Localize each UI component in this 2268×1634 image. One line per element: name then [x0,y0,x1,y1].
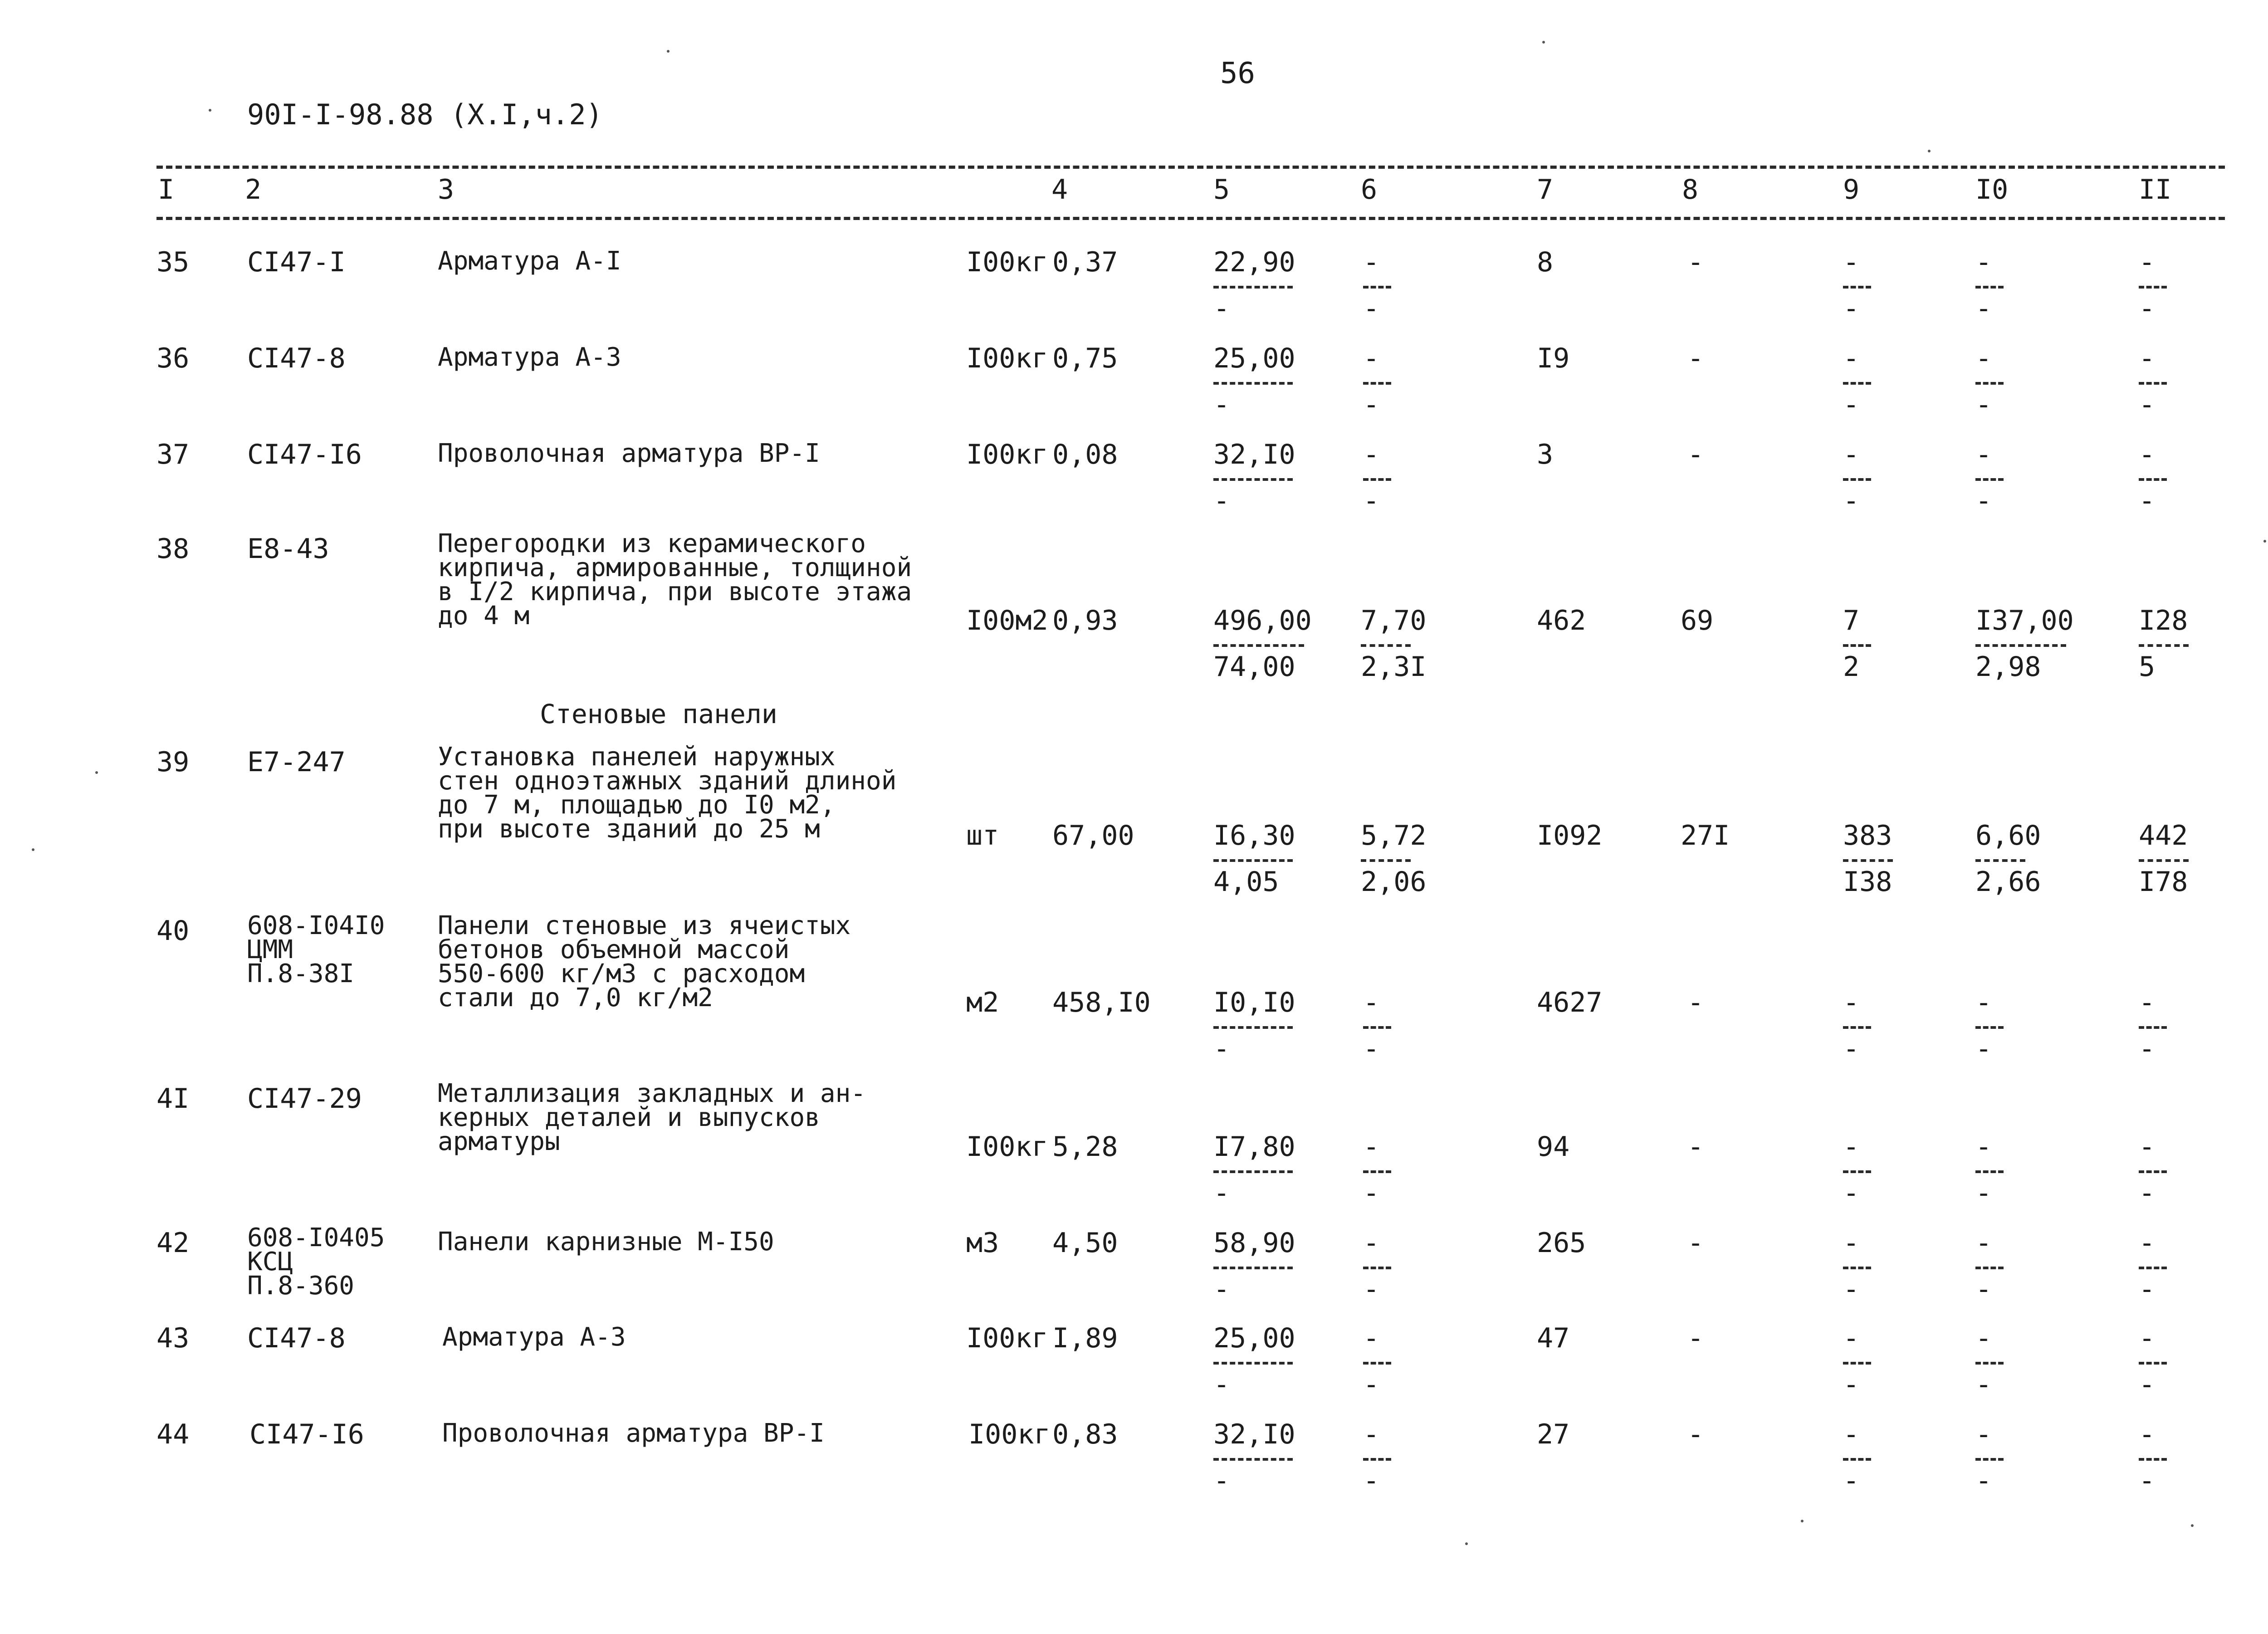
fraction-bar [1213,382,1293,385]
row-code: 608-I04I0 ЦММ П.8-38I [247,911,385,988]
col9-top: - [1843,1419,1860,1450]
fraction-bar [1213,644,1304,647]
col5-top: I6,30 [1213,820,1295,851]
col8-value: - [1687,1322,1704,1354]
fraction-bar [1213,1362,1293,1365]
fraction-bar [2139,1458,2167,1461]
fraction-bar [1213,1267,1293,1269]
col5-fraction [1213,342,1295,421]
fraction-bar [1363,1170,1391,1173]
row-quantity: 0,75 [1052,342,1118,374]
col8-value: - [1687,1131,1704,1163]
column-header-10: I0 [1975,174,2009,205]
col6-fraction [1361,820,1427,898]
row-name: Панели стеновые из ячеистых бетонов объемной массой 550-600 кг/м3 с расходом стали до 7,0 кг/м2 [438,911,851,1013]
row-number: 4I [156,1083,190,1115]
row-number: 36 [156,342,190,374]
row-quantity: 0,37 [1052,246,1118,278]
fraction-bar [1843,1458,1871,1461]
fraction-bar [2139,1267,2167,1269]
col11-fraction [2139,1419,2167,1497]
col11-top: - [2139,246,2156,278]
col9-fraction [1843,439,1871,517]
row-quantity: 0,08 [1052,439,1118,470]
col5-top: 58,90 [1213,1227,1295,1259]
row-code: CI47-I6 [247,439,362,470]
col9-top: - [1843,342,1860,374]
fraction-bar [1213,478,1293,481]
row-code: CI47-8 [247,342,346,374]
row-unit: шт [966,820,999,851]
col11-fraction [2139,439,2167,517]
column-header-2: 2 [245,174,262,205]
fraction-bar [1843,478,1871,481]
column-header-8: 8 [1682,174,1699,205]
col5-fraction [1213,820,1295,898]
col11-bottom: - [2139,1369,2156,1400]
col9-fraction [1843,342,1871,421]
row-number: 44 [156,1419,190,1450]
row-name: Перегородки из керамического кирпича, армированные, толщиной в I/2 кирпича, при высоте этажа до 4 м [438,529,912,631]
fraction-bar [1363,1267,1391,1269]
fraction-bar [1843,382,1871,385]
col9-bottom: - [1843,293,1860,324]
col9-top: - [1843,1227,1860,1259]
col11-fraction [2139,1229,2167,1303]
col6-bottom: - [1363,1369,1380,1400]
row-unit: I00кг [966,1322,1048,1354]
row-quantity: 4,50 [1052,1227,1118,1259]
col6-bottom: - [1363,1177,1380,1209]
row-quantity: 458,I0 [1052,987,1151,1018]
col11-fraction [2139,820,2189,898]
col6-bottom: - [1363,1465,1380,1497]
col8-value: 69 [1681,605,1714,636]
col5-fraction [1213,1419,1295,1497]
fraction-bar [2139,859,2189,862]
scan-speck [2263,540,2266,543]
col6-top: - [1363,439,1380,470]
col10-fraction [1975,439,2004,517]
col7-value: 8 [1537,246,1554,278]
col9-bottom: - [1843,1177,1860,1209]
row-number: 37 [156,439,190,470]
row-quantity: 0,83 [1052,1419,1118,1450]
row-name: Установка панелей наружных стен одноэтажных зданий длиной до 7 м, площадью до I0 м2, при высоте зданий до 25 м [438,742,897,844]
col10-fraction [1975,342,2004,421]
col9-bottom: I38 [1843,866,1892,898]
fraction-bar [2139,382,2167,385]
fraction-bar [1363,286,1391,289]
row-number: 35 [156,246,190,278]
fraction-bar [1213,859,1293,862]
header-rule-bottom [156,217,2225,220]
scan-speck [1801,1520,1804,1522]
col10-top: - [1975,1131,1992,1163]
col6-top: 5,72 [1361,820,1427,851]
col11-bottom: - [2139,1033,2156,1065]
row-number: 43 [156,1322,190,1354]
col11-bottom: - [2139,389,2156,421]
col11-top: - [2139,1227,2156,1259]
col5-bottom: 4,05 [1213,866,1279,898]
col6-top: 7,70 [1361,605,1427,636]
col5-fraction [1213,246,1295,324]
col11-bottom: I78 [2139,866,2188,898]
col10-bottom: - [1975,1273,1992,1305]
column-header-3: 3 [438,174,455,205]
col8-value: - [1687,987,1704,1018]
scan-speck [1465,1542,1468,1545]
col10-bottom: - [1975,1177,1992,1209]
scan-speck [1542,41,1545,44]
col10-top: 6,60 [1975,820,2041,851]
fraction-bar [1843,859,1893,862]
col6-bottom: - [1363,1273,1380,1305]
column-header-7: 7 [1537,174,1554,205]
col5-top: I0,I0 [1213,987,1295,1018]
col10-top: - [1975,439,1992,470]
row-code: E7-247 [247,746,346,778]
col10-bottom: 2,98 [1975,651,2041,683]
scan-speck [1928,150,1931,152]
col5-bottom: - [1213,293,1230,324]
col10-fraction [1975,1419,2004,1497]
col10-fraction [1975,987,2004,1065]
fraction-bar [1843,1267,1871,1269]
col9-top: - [1843,439,1860,470]
col11-bottom: - [2139,1465,2156,1497]
col5-bottom: 74,00 [1213,651,1295,683]
row-code: CI47-8 [247,1322,346,1354]
row-name: Арматура А-I [438,246,621,276]
col11-bottom: - [2139,485,2156,517]
col9-top: - [1843,1322,1860,1354]
col11-fraction [2139,246,2167,324]
col6-bottom: 2,06 [1361,866,1427,898]
fraction-bar [1975,859,2025,862]
scan-speck [667,50,670,53]
scan-speck [209,109,211,112]
col10-bottom: - [1975,1033,1992,1065]
col10-bottom: - [1975,1465,1992,1497]
col10-bottom: - [1975,389,1992,421]
fraction-bar [1363,1026,1391,1029]
scan-speck [32,848,34,851]
fraction-bar [2139,1170,2167,1173]
col5-fraction [1213,1322,1295,1400]
row-unit: I00кг [966,1131,1048,1163]
col9-fraction [1843,1229,1871,1303]
col10-fraction [1975,1322,2004,1400]
row-quantity: 67,00 [1052,820,1134,851]
fraction-bar [1843,1170,1871,1173]
fraction-bar [1213,1458,1293,1461]
col9-fraction [1843,1419,1871,1497]
row-quantity: 5,28 [1052,1131,1118,1163]
col10-top: I37,00 [1975,605,2074,636]
col5-top: 496,00 [1213,605,1312,636]
col9-bottom: - [1843,1033,1860,1065]
fraction-bar [1975,1362,2004,1365]
row-unit: I00м2 [966,605,1048,636]
row-unit: I00кг [968,1419,1051,1450]
column-header-4: 4 [1051,174,1068,205]
col7-value: I9 [1537,342,1570,374]
col5-top: 25,00 [1213,342,1295,374]
page-number: 56 [1220,57,1256,90]
column-header-9: 9 [1843,174,1860,205]
row-code: 608-I0405 КСЦ П.8-360 [247,1223,385,1301]
row-name: Арматура А-3 [438,342,621,372]
row-unit: I00кг [966,342,1048,374]
col7-value: 94 [1537,1131,1570,1163]
col5-fraction [1213,605,1312,683]
col6-top: - [1363,1419,1380,1450]
col9-fraction [1843,246,1871,324]
row-number: 38 [156,533,190,565]
col10-bottom: - [1975,485,1992,517]
fraction-bar [1361,859,1411,862]
col9-top: - [1843,987,1860,1018]
section-heading: Стеновые панели [540,699,777,729]
col11-fraction [2139,1133,2167,1207]
fraction-bar [2139,644,2189,647]
col5-fraction [1213,439,1295,517]
col10-fraction [1975,820,2041,898]
row-unit: I00кг [966,439,1048,470]
col6-fraction [1363,987,1391,1065]
col6-fraction [1363,1322,1391,1400]
row-name: Металлизация закладных и ан- керных деталей и выпусков арматуры [438,1079,866,1156]
col7-value: 4627 [1537,987,1603,1018]
fraction-bar [1975,478,2004,481]
col6-bottom: - [1363,485,1380,517]
fraction-bar [1843,1362,1871,1365]
col11-fraction [2139,342,2167,421]
col6-bottom: - [1363,293,1380,324]
row-number: 39 [156,746,190,778]
col11-top: - [2139,987,2156,1018]
col7-value: 462 [1537,605,1586,636]
col6-top: - [1363,342,1380,374]
col10-top: - [1975,1322,1992,1354]
col10-fraction [1975,246,2004,324]
col11-bottom: - [2139,1273,2156,1305]
col7-value: 3 [1537,439,1554,470]
fraction-bar [1213,286,1293,289]
document-code: 90I-I-98.88 (X.I,ч.2) [247,98,603,131]
col5-bottom: - [1213,1465,1230,1497]
col5-bottom: - [1213,485,1230,517]
col11-top: - [2139,1419,2156,1450]
fraction-bar [1363,382,1391,385]
fraction-bar [1843,286,1871,289]
col6-top: - [1363,1131,1380,1163]
col8-value: - [1687,1227,1704,1259]
col9-fraction [1843,1322,1871,1400]
row-quantity: 0,93 [1052,605,1118,636]
row-code: CI47-I [247,246,346,278]
fraction-bar [2139,286,2167,289]
row-number: 40 [156,915,190,947]
col5-top: 32,I0 [1213,439,1295,470]
fraction-bar [1975,1026,2004,1029]
col11-top: - [2139,342,2156,374]
col11-bottom: 5 [2139,651,2156,683]
col11-top: - [2139,439,2156,470]
col10-top: - [1975,246,1992,278]
col7-value: 265 [1537,1227,1586,1259]
col10-top: - [1975,1419,1992,1450]
col9-bottom: - [1843,1369,1860,1400]
column-header-11: II [2139,174,2172,205]
col6-bottom: 2,3I [1361,651,1427,683]
row-unit: м2 [966,987,999,1018]
row-name: Проволочная арматура ВР-I [442,1419,825,1448]
col10-bottom: - [1975,293,1992,324]
fraction-bar [1363,1458,1391,1461]
col9-bottom: - [1843,1273,1860,1305]
col10-bottom: - [1975,1369,1992,1400]
col8-value: - [1687,439,1704,470]
col5-bottom: - [1213,389,1230,421]
fraction-bar [1363,1362,1391,1365]
col9-top: 7 [1843,605,1860,636]
col8-value: 27I [1681,820,1730,851]
col6-fraction [1363,342,1391,421]
col6-fraction [1361,605,1427,683]
col5-fraction [1213,1133,1295,1207]
col8-value: - [1687,246,1704,278]
col11-top: I28 [2139,605,2188,636]
col6-fraction [1363,1133,1391,1207]
col6-top: - [1363,246,1380,278]
col5-top: 32,I0 [1213,1419,1295,1450]
col11-top: - [2139,1322,2156,1354]
col11-fraction [2139,605,2189,683]
col5-bottom: - [1213,1033,1230,1065]
col10-fraction [1975,1133,2004,1207]
fraction-bar [1213,1170,1293,1173]
col5-bottom: - [1213,1273,1230,1305]
col5-bottom: - [1213,1177,1230,1209]
col9-bottom: - [1843,485,1860,517]
fraction-bar [1975,286,2004,289]
col9-bottom: 2 [1843,651,1860,683]
col5-top: 25,00 [1213,1322,1295,1354]
fraction-bar [2139,1362,2167,1365]
col11-fraction [2139,987,2167,1065]
column-header-1: I [158,174,175,205]
row-number: 42 [156,1227,190,1259]
col9-top: - [1843,246,1860,278]
col5-bottom: - [1213,1369,1230,1400]
col10-top: - [1975,342,1992,374]
header-rule-top [156,166,2225,169]
fraction-bar [1213,1026,1293,1029]
col9-fraction [1843,987,1871,1065]
col7-value: I092 [1537,820,1603,851]
col6-fraction [1363,1419,1391,1497]
col11-fraction [2139,1322,2167,1400]
col9-bottom: - [1843,389,1860,421]
col6-fraction [1363,439,1391,517]
column-header-5: 5 [1213,174,1230,205]
row-unit: I00кг [966,246,1048,278]
col9-fraction [1843,820,1893,898]
row-name: Проволочная арматура ВР-I [438,439,820,468]
col10-fraction [1975,605,2074,683]
row-code: E8-43 [247,533,329,565]
column-header-6: 6 [1361,174,1378,205]
col6-top: - [1363,1227,1380,1259]
scan-speck [95,771,98,774]
col11-bottom: - [2139,293,2156,324]
fraction-bar [1975,644,2066,647]
col9-top: - [1843,1131,1860,1163]
fraction-bar [1975,1267,2004,1269]
col8-value: - [1687,342,1704,374]
col7-value: 47 [1537,1322,1570,1354]
col11-top: - [2139,1131,2156,1163]
row-code: CI47-I6 [249,1419,364,1450]
col5-fraction [1213,987,1295,1065]
col10-top: - [1975,1227,1992,1259]
fraction-bar [1843,644,1871,647]
fraction-bar [2139,478,2167,481]
col10-top: - [1975,987,1992,1018]
col6-fraction [1363,246,1391,324]
fraction-bar [1363,478,1391,481]
col10-bottom: 2,66 [1975,866,2041,898]
row-name: Арматура А-3 [442,1322,626,1352]
row-unit: м3 [966,1227,999,1259]
col5-top: 22,90 [1213,246,1295,278]
fraction-bar [1843,1026,1871,1029]
col6-top: - [1363,987,1380,1018]
col9-fraction [1843,605,1871,683]
col9-fraction [1843,1133,1871,1207]
fraction-bar [1361,644,1411,647]
col6-bottom: - [1363,389,1380,421]
fraction-bar [2139,1026,2167,1029]
col5-fraction [1213,1229,1295,1303]
col9-bottom: - [1843,1465,1860,1497]
col9-top: 383 [1843,820,1892,851]
col6-top: - [1363,1322,1380,1354]
row-code: CI47-29 [247,1083,362,1115]
fraction-bar [1975,1170,2004,1173]
row-quantity: I,89 [1052,1322,1118,1354]
col6-fraction [1363,1229,1391,1303]
row-name: Панели карнизные М-I50 [438,1227,774,1257]
col5-top: I7,80 [1213,1131,1295,1163]
fraction-bar [1975,382,2004,385]
col8-value: - [1687,1419,1704,1450]
col11-top: 442 [2139,820,2188,851]
fraction-bar [1975,1458,2004,1461]
col10-fraction [1975,1229,2004,1303]
col11-bottom: - [2139,1177,2156,1209]
scan-speck [2191,1524,2194,1527]
col6-bottom: - [1363,1033,1380,1065]
col7-value: 27 [1537,1419,1570,1450]
